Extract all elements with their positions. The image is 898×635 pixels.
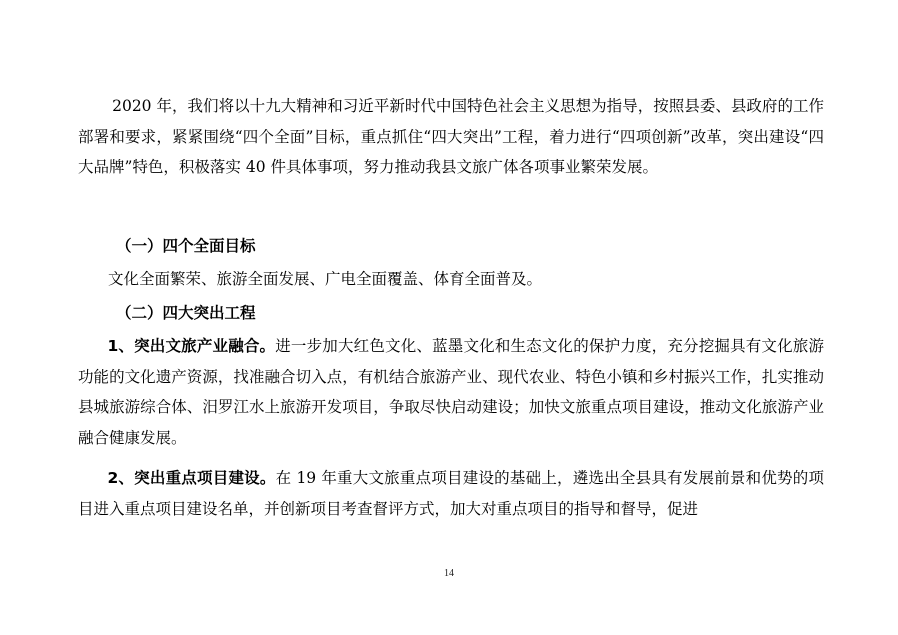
section2-heading: （二）四大突出工程 xyxy=(116,304,256,322)
item1-paragraph xyxy=(78,331,824,453)
item1-title: 1、突出文旅产业融合。 xyxy=(107,337,276,355)
item2-text: 在 19 年重大文旅重点项目建设的基础上，遴选出全县具有发展前景和优势的项目进入重点项目建设名单，并创新项目考查督评方式，加大对重点项目的指导和督导，促进 xyxy=(78,469,824,518)
page-number: 14 xyxy=(444,568,454,579)
section1-heading: （一）四个全面目标 xyxy=(116,237,256,255)
section1-text: 文化全面繁荣、旅游全面发展、广电全面覆盖、体育全面普及。 xyxy=(108,270,543,288)
item2-title: 2、突出重点项目建设。 xyxy=(107,469,276,487)
item2-paragraph xyxy=(78,463,824,524)
intro-paragraph: 2020 年，我们将以十九大精神和习近平新时代中国特色社会主义思想为指导，按照县委、县政府的工作部署和要求，紧紧围绕“四个全面”目标，重点抓住“四大突出”工程，着力进行“四项创新”改革，突出建设“四大品牌”特色，积极落实 40 件具体事项，努力推动我县文旅广体各项事业繁荣发展。 xyxy=(78,97,824,176)
item1-text: 进一步加大红色文化、蓝墨文化和生态文化的保护力度，充分挖掘具有文化旅游功能的文化遗产资源，找准融合切入点，有机结合旅游产业、现代农业、特色小镇和乡村振兴工作，扎实推动县城旅游综合体、汨罗江水上旅游开发项目，争取尽快启动建设；加快文旅重点项目建设，推动文化旅游产业融合健康发展。 xyxy=(78,337,824,447)
